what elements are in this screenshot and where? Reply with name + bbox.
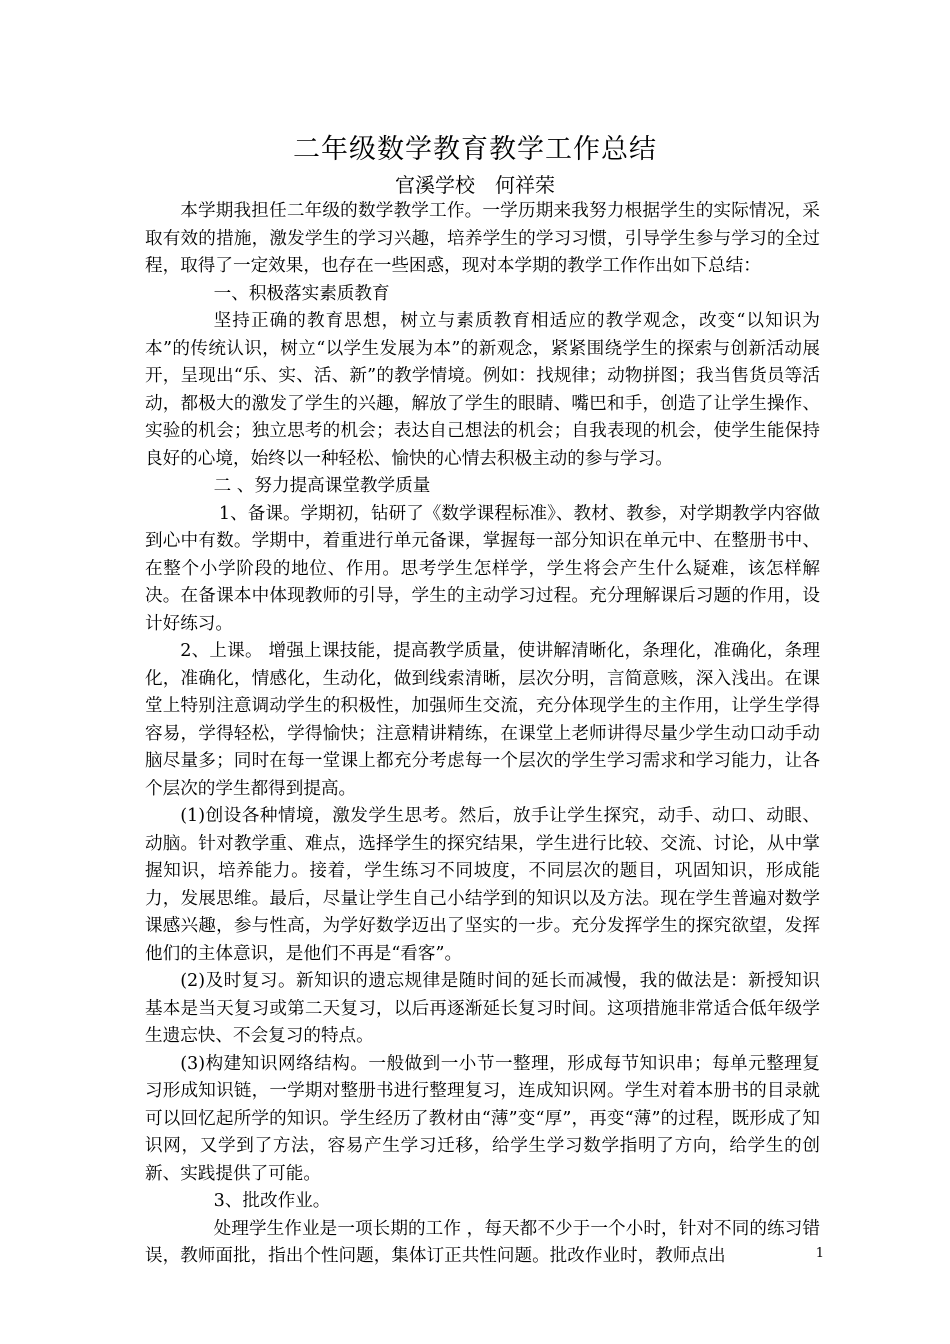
section-1-paragraph: 坚持正确的教育思想，树立与素质教育相适应的教学观念，改变“以知识为本”的传统认识，树立“以学生发展为本”的新观念，紧紧围绕学生的探索与创新活动展开，呈现出“乐、实、活、新”的教学情境。例如：找规律；动物拼图；我当售货员等活动，都极大的激发了学生的兴趣，解放了学生的眼睛、嘴巴和手，创造了让学生操作、实验的机会；独立思考的机会；表达自己想法的机会；自我表现的机会，使学生能保持良好的心境，始终以一种轻松、愉快的心情去积极主动的参与学习。 xyxy=(145,311,820,469)
section-heading-2: 二 、努力提高课堂教学质量 xyxy=(213,476,431,496)
document-title: 二年级数学教育教学工作总结 xyxy=(293,134,657,165)
section-heading-1: 一、积极落实素质教育 xyxy=(213,283,390,304)
homework-paragraph: 处理学生作业是一项长期的工作 ，每天都不少于一个小时，针对不同的练习错误，教师面批，指出个性问题，集体订正共性问题。批改作业时，教师点出 xyxy=(145,1218,820,1266)
lesson-prep-paragraph: 1、备课。学期初，钻研了《数学课程标准》、教材、教参，对学期教学内容做到心中有数。学期中，着重进行单元备课，掌握每一部分知识在单元中、在整册书中、在整个小学阶段的地位、作用。思考学生怎样学，学生将会产生什么疑难，该怎样解决。在备课本中体现教师的引导，学生的主动学习过程。充分理解课后习题的作用，设计好练习。 xyxy=(145,503,820,634)
author-line: 官溪学校 何祥荣 xyxy=(395,173,555,197)
item-2-paragraph: (2)及时复习。新知识的遗忘规律是随时间的延长而减慢，我的做法是：新授知识基本是当天复习或第二天复习，以后再逐渐延长复习时间。这项措施非常适合低年级学生遗忘快、不会复习的特点。 xyxy=(145,971,820,1046)
intro-paragraph: 本学期我担任二年级的数学教学工作。一学历期来我努力根据学生的实际情况，采取有效的措施，激发学生的学习兴趣，培养学生的学习习惯，引导学生参与学习的全过程，取得了一定效果，也存在一些困惑，现对本学期的教学工作作出如下总结： xyxy=(145,201,820,276)
item-1-paragraph: (1)创设各种情境，激发学生思考。然后，放手让学生探究，动手、动口、动眼、动脑。针对教学重、难点，选择学生的探究结果，学生进行比较、交流、讨论，从中掌握知识，培养能力。接着，学生练习不同坡度，不同层次的题目，巩固知识，形成能力，发展思维。最后，尽量让学生自己小结学到的知识以及方法。现在学生普遍对数学课感兴趣，参与性高，为学好数学迈出了坚实的一步。充分发挥学生的探究欲望，发挥他们的主体意识，是他们不再是“看客”。 xyxy=(145,806,820,964)
document-body xyxy=(145,198,820,1271)
item-3-paragraph: (3)构建知识网络结构。一般做到一小节一整理，形成每节知识串；每单元整理复习形成知识链，一学期对整册书进行整理复习，连成知识网。学生对着本册书的目录就可以回忆起所学的知识。学生经历了教材由“薄”变“厚”，再变“薄”的过程，既形成了知识网，又学到了方法，容易产生学习迁移，给学生学习数学指明了方向，给学生的创新、实践提供了可能。 xyxy=(145,1053,820,1184)
homework-heading: 3、批改作业。 xyxy=(213,1191,331,1211)
class-teaching-paragraph: 2、上课。 增强上课技能，提高教学质量，使讲解清晰化，条理化，准确化，条理化，准确化，情感化，生动化，做到线索清晰，层次分明，言简意赅，深入浅出。在课堂上特别注意调动学生的积极性，加强师生交流，充分体现学生的主作用，让学生学得容易，学得轻松，学得愉快；注意精讲精练，在课堂上老师讲得尽量少学生动口动手动脑尽量多；同时在每一堂课上都充分考虑每一个层次的学生学习需求和学习能力，让各个层次的学生都得到提高。 xyxy=(145,641,820,799)
page-number: 1 xyxy=(815,1246,824,1261)
